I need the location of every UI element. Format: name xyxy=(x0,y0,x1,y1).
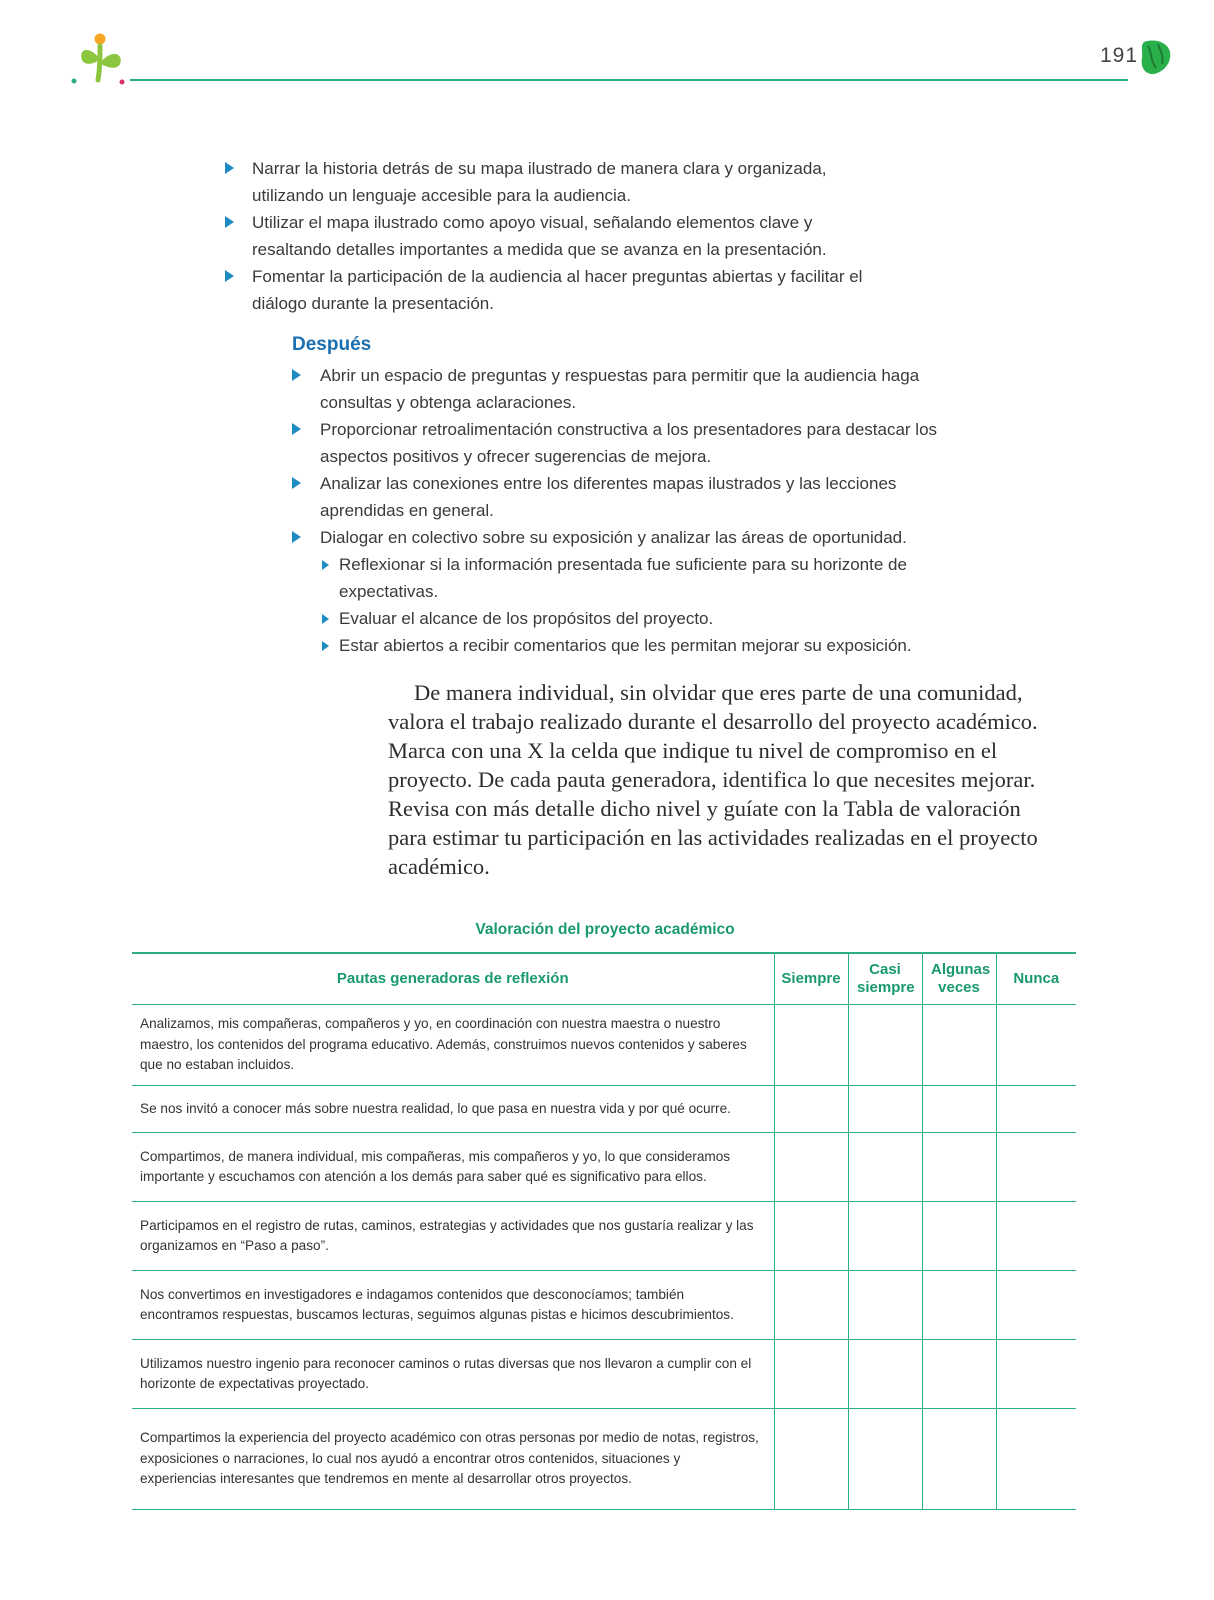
header-algunas-veces: Algunas veces xyxy=(922,953,996,1005)
table-row xyxy=(132,1086,1076,1133)
pauta-text: Utilizamos nuestro ingenio para reconocer caminos o rutas diversas que nos llevaron a cumplir con el horizonte de expectativas proyectado. xyxy=(132,1340,774,1409)
sprout-figure-icon xyxy=(70,32,130,88)
pauta-text: Participamos en el registro de rutas, caminos, estrategias y actividades que nos gustaría realizar y las organizamos en “Paso a paso”. xyxy=(132,1202,774,1271)
cell-casi-siempre[interactable] xyxy=(848,1005,922,1086)
cell-algunas-veces[interactable] xyxy=(922,1271,996,1340)
table-header-row xyxy=(132,953,1076,1005)
list-item: Abrir un espacio de preguntas y respuestas para permitir que la audiencia haga consultas y obtenga aclaraciones. xyxy=(292,362,972,416)
cell-algunas-veces[interactable] xyxy=(922,1202,996,1271)
cell-casi-siempre[interactable] xyxy=(848,1409,922,1510)
cell-siempre[interactable] xyxy=(774,1133,848,1202)
header-casi-siempre: Casi siempre xyxy=(848,953,922,1005)
header-nunca: Nunca xyxy=(996,953,1076,1005)
cell-nunca[interactable] xyxy=(996,1271,1076,1340)
table-row xyxy=(132,1005,1076,1086)
cell-siempre[interactable] xyxy=(774,1409,848,1510)
cell-siempre[interactable] xyxy=(774,1202,848,1271)
header-pautas: Pautas generadoras de reflexión xyxy=(132,953,774,1005)
cell-siempre[interactable] xyxy=(774,1271,848,1340)
cell-casi-siempre[interactable] xyxy=(848,1271,922,1340)
header-siempre: Siempre xyxy=(774,953,848,1005)
pauta-text: Nos convertimos en investigadores e indagamos contenidos que desconocíamos; también encontramos respuestas, buscamos lecturas, seguimos algunas pistas e hicimos descubrimientos. xyxy=(132,1271,774,1340)
cell-algunas-veces[interactable] xyxy=(922,1086,996,1133)
pauta-text: Compartimos, de manera individual, mis compañeras, mis compañeros y yo, lo que consideramos importante y escuchamos con atención a los demás para saber qué es significativo para ellos. xyxy=(132,1133,774,1202)
sub-list-item: Evaluar el alcance de los propósitos del proyecto. xyxy=(320,605,972,632)
table-title: Valoración del proyecto académico xyxy=(475,921,735,938)
cell-casi-siempre[interactable] xyxy=(848,1340,922,1409)
cell-siempre[interactable] xyxy=(774,1340,848,1409)
sub-list-item: Reflexionar si la información presentada fue suficiente para su horizonte de expectativas. xyxy=(320,551,972,605)
bullet-triangle-icon xyxy=(225,270,234,282)
table-row xyxy=(132,1409,1076,1510)
cell-algunas-veces[interactable] xyxy=(922,1005,996,1086)
bullet-triangle-icon xyxy=(322,641,329,651)
valoracion-table xyxy=(132,952,1076,1510)
bullet-triangle-icon xyxy=(225,162,234,174)
sub-list-item: Estar abiertos a recibir comentarios que les permitan mejorar su exposición. xyxy=(320,632,972,659)
pauta-text: Analizamos, mis compañeras, compañeros y yo, en coordinación con nuestra maestra o nuestro maestro, los contenidos del programa educativo. Además, construimos nuevos contenidos y saberes que no estaban incluidos. xyxy=(132,1005,774,1086)
list-item: Dialogar en colectivo sobre su exposición y analizar las áreas de oportunidad. Reflexionar si la información presentada fue suficiente para su horizonte de expectativas. Evaluar el alcance de los propósitos del proyecto. Estar abiertos a recibir comentarios que les permitan mejorar su exposición. xyxy=(292,524,972,659)
cell-nunca[interactable] xyxy=(996,1340,1076,1409)
list-item: Utilizar el mapa ilustrado como apoyo visual, señalando elementos clave y resaltando detalles importantes a medida que se avanza en la presentación. xyxy=(224,209,864,263)
header-rule xyxy=(130,79,1128,81)
pauta-text: Se nos invitó a conocer más sobre nuestra realidad, lo que pasa en nuestra vida y por qué ocurre. xyxy=(132,1086,774,1133)
cell-algunas-veces[interactable] xyxy=(922,1133,996,1202)
bullet-triangle-icon xyxy=(292,477,301,489)
list-item: Proporcionar retroalimentación constructiva a los presentadores para destacar los aspectos positivos y ofrecer sugerencias de mejora. xyxy=(292,416,972,470)
list-item: Fomentar la participación de la audiencia al hacer preguntas abiertas y facilitar el diálogo durante la presentación. xyxy=(224,263,864,317)
list-item: Analizar las conexiones entre los diferentes mapas ilustrados y las lecciones aprendidas en general. xyxy=(292,470,972,524)
green-leaf-icon xyxy=(1138,38,1172,76)
bullet-triangle-icon xyxy=(322,560,329,570)
cell-siempre[interactable] xyxy=(774,1005,848,1086)
bullet-triangle-icon xyxy=(292,423,301,435)
page-number: 191 xyxy=(1100,44,1139,67)
section-heading-despues: Después xyxy=(292,334,372,355)
cell-algunas-veces[interactable] xyxy=(922,1409,996,1510)
cell-algunas-veces[interactable] xyxy=(922,1340,996,1409)
bullet-triangle-icon xyxy=(292,531,301,543)
table-row xyxy=(132,1271,1076,1340)
instruction-paragraph: De manera individual, sin olvidar que eres parte de una comunidad, valora el trabajo realizado durante el desarrollo del proyecto académico. Marca con una X la celda que indique tu nivel de compromiso en el proyecto. De cada pauta generadora, identifica lo que necesites mejorar. Revisa con más detalle dicho nivel y guíate con la Tabla de valoración para estimar tu participación en las actividades realizadas en el proyecto académico. xyxy=(388,680,1038,879)
cell-nunca[interactable] xyxy=(996,1409,1076,1510)
table-row xyxy=(132,1202,1076,1271)
cell-casi-siempre[interactable] xyxy=(848,1086,922,1133)
cell-casi-siempre[interactable] xyxy=(848,1202,922,1271)
list-item: Narrar la historia detrás de su mapa ilustrado de manera clara y organizada, utilizando un lenguaje accesible para la audiencia. xyxy=(224,155,864,209)
cell-siempre[interactable] xyxy=(774,1086,848,1133)
table-row xyxy=(132,1340,1076,1409)
cell-casi-siempre[interactable] xyxy=(848,1133,922,1202)
bullet-triangle-icon xyxy=(225,216,234,228)
cell-nunca[interactable] xyxy=(996,1133,1076,1202)
pauta-text: Compartimos la experiencia del proyecto académico con otras personas por medio de notas, registros, exposiciones o narraciones, lo cual nos ayudó a encontrar otros contenidos, situaciones y experiencias interesantes que tendremos en mente al desarrollar otros proyectos. xyxy=(132,1409,774,1510)
despues-bullet-list xyxy=(292,362,972,659)
bullet-triangle-icon xyxy=(322,614,329,624)
cell-nunca[interactable] xyxy=(996,1005,1076,1086)
bullet-triangle-icon xyxy=(292,369,301,381)
table-row xyxy=(132,1133,1076,1202)
cell-nunca[interactable] xyxy=(996,1202,1076,1271)
top-bullet-list xyxy=(224,155,864,317)
cell-nunca[interactable] xyxy=(996,1086,1076,1133)
sub-bullet-list xyxy=(320,551,972,659)
